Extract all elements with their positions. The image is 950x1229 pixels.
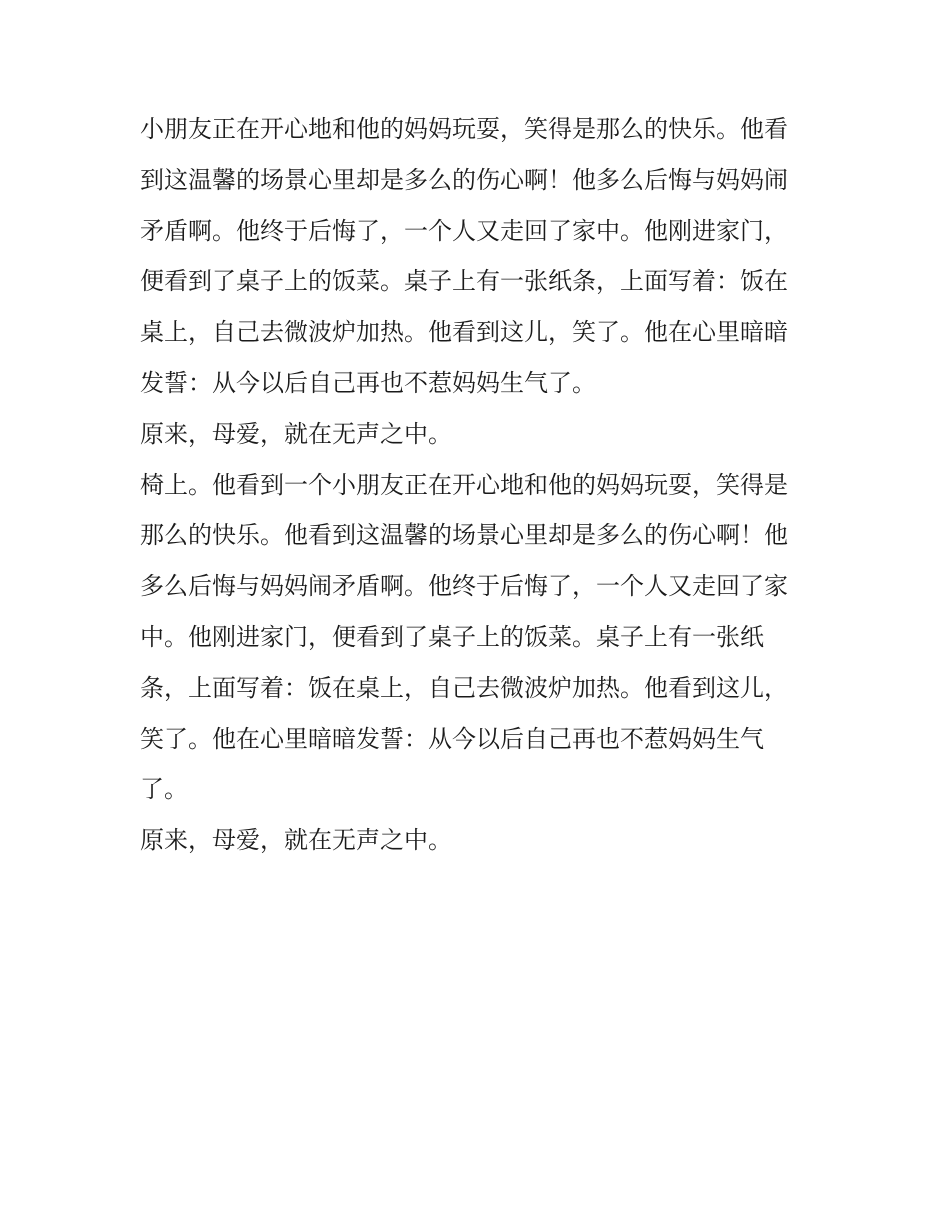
text-line-10: 多么后悔与妈妈闹矛盾啊。他终于后悔了，一个人又走回了家	[140, 572, 788, 601]
text-line-3: 矛盾啊。他终于后悔了，一个人又走回了家中。他刚进家门，	[140, 216, 788, 245]
text-line-7: 原来，母爱，就在无声之中。	[140, 419, 452, 448]
document-body	[140, 104, 815, 866]
text-line-1: 小朋友正在开心地和他的妈妈玩耍，笑得是那么的快乐。他看	[140, 115, 788, 143]
text-line-6: 发誓：从今以后自己再也不惹妈妈生气了。	[140, 368, 596, 397]
text-line-15: 原来，母爱，就在无声之中。	[140, 826, 452, 855]
text-line-4: 便看到了桌子上的饭菜。桌子上有一张纸条，上面写着：饭在	[140, 267, 788, 296]
text-line-12: 条，上面写着：饭在桌上，自己去微波炉加热。他看到这儿，	[140, 673, 788, 702]
text-line-11: 中。他刚进家门，便看到了桌子上的饭菜。桌子上有一张纸	[140, 622, 764, 651]
text-line-14: 了。	[140, 775, 188, 804]
text-line-2: 到这温馨的场景心里却是多么的伤心啊！他多么后悔与妈妈闹	[140, 165, 788, 194]
text-line-8: 椅上。他看到一个小朋友正在开心地和他的妈妈玩耍，笑得是	[140, 470, 788, 499]
text-line-9: 那么的快乐。他看到这温馨的场景心里却是多么的伤心啊！他	[140, 521, 788, 550]
text-line-13: 笑了。他在心里暗暗发誓：从今以后自己再也不惹妈妈生气	[140, 724, 764, 753]
text-line-5: 桌上，自己去微波炉加热。他看到这儿，笑了。他在心里暗暗	[140, 318, 788, 347]
